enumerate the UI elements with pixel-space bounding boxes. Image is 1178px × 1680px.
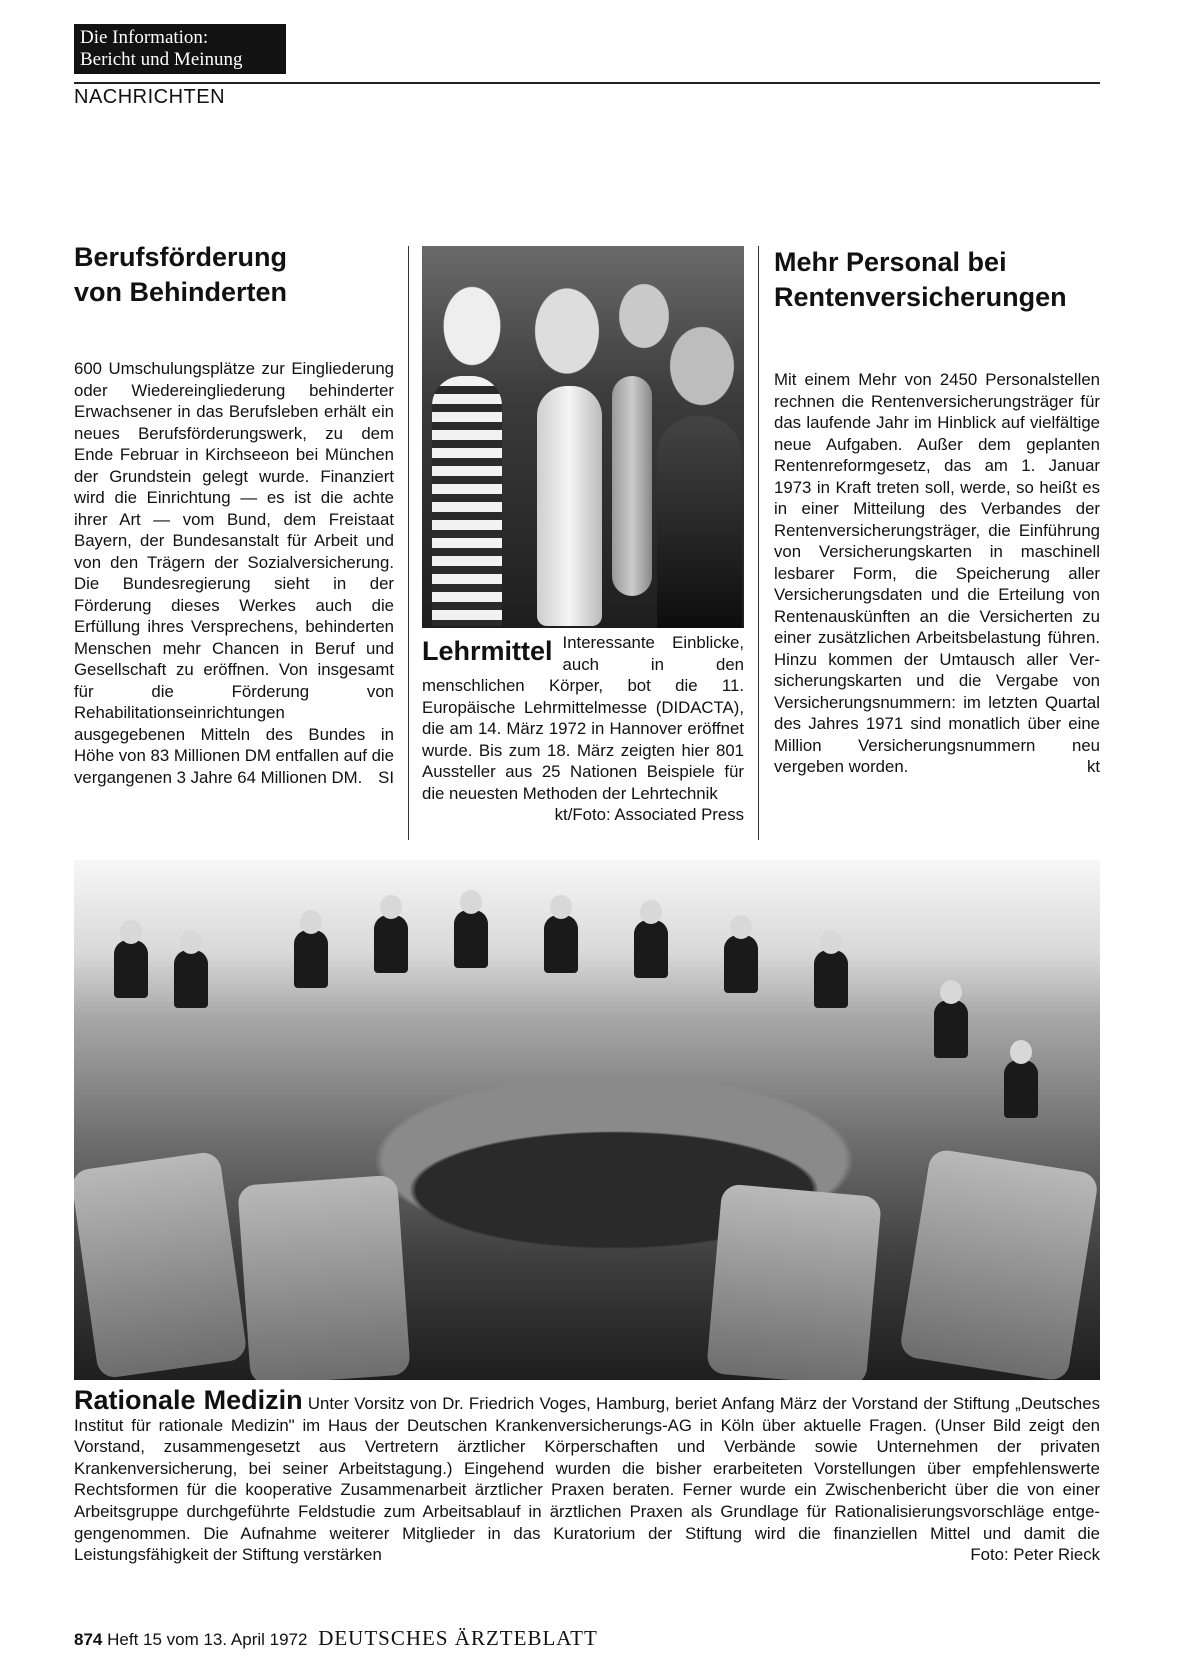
attendee-shape — [634, 920, 668, 978]
rubric-line-2: Bericht und Meinung — [80, 49, 243, 70]
skeleton-model-shape — [432, 376, 502, 626]
attendee-head-shape — [300, 910, 322, 934]
rubric-label — [74, 24, 286, 74]
armchair-shape — [237, 1175, 411, 1380]
attendee-shape — [114, 940, 148, 998]
armchair-shape — [74, 1151, 248, 1380]
article-title-line-1: Mehr Personal bei — [774, 247, 1007, 277]
armchair-shape — [899, 1148, 1100, 1380]
article-body — [74, 358, 394, 788]
attendee-head-shape — [820, 930, 842, 954]
masthead: DEUTSCHES ÄRZTEBLATT — [318, 1626, 598, 1650]
attendee-head-shape — [940, 980, 962, 1004]
photo-board-meeting — [74, 860, 1100, 1380]
column-divider — [758, 246, 759, 840]
article-title-line-2: von Behinderten — [74, 277, 288, 307]
issue-info: Heft 15 vom 13. April 1972 — [107, 1630, 308, 1649]
article-rentenversicherungen — [774, 245, 1100, 778]
article-lehrmittel — [422, 632, 744, 826]
article-title-line-1: Berufsförderung — [74, 242, 288, 272]
column-divider — [408, 246, 409, 840]
torso-model-shape — [537, 386, 602, 626]
article-body — [774, 369, 1100, 778]
page-number: 874 — [74, 1630, 103, 1649]
attendee-head-shape — [730, 915, 752, 939]
header-rule — [74, 82, 1100, 84]
section-title: NACHRICHTEN — [74, 86, 226, 108]
attendee-head-shape — [550, 895, 572, 919]
caption-text: Unter Vorsitz von Dr. Friedrich Voges, Hamburg, beriet Anfang März der Vorstand der Stiftung „Deutsches Institut für rationale Medizin" im Haus der Deutschen Krankenversicherungs-AG in Köln über aktuelle Fragen. (Unser Bild zeigt den Vorstand, zusammengesetzt aus Vertretern ärztlicher Körperschaften und Verbände sowie Unternehmen der privaten Krankenversicherung, bei seiner Arbeitstagung.) Eingehend wurden die bisher erarbeiteten Vorstellungen über empfehlenswerte Rechtsformen für die kooperative Zusammenarbeit ärztlicher Praxen beraten. Ferner wurde ein Zwischenbericht über die von einer Arbeitsgruppe durchgeführte Feldstudie zum Arbeitsablauf in ärztlichen Praxen als Grundlage für Rationalisierungsvorschläge entgegengenommen. Die Aufnahme weiterer Mitglieder in das Kuratorium der Stiftung wird die finanziellen Mittel und damit die Leistungsfähigkeit der Stiftung verstärken — [74, 1394, 1100, 1565]
attendee-head-shape — [180, 930, 202, 954]
attendee-head-shape — [120, 920, 142, 944]
photo-caption — [74, 1385, 1100, 1566]
author-signature: kt — [1086, 757, 1100, 776]
attendee-head-shape — [380, 895, 402, 919]
attendee-shape — [814, 950, 848, 1008]
attendee-head-shape — [1010, 1040, 1032, 1064]
attendee-shape — [294, 930, 328, 988]
attendee-shape — [174, 950, 208, 1008]
attendee-shape — [934, 1000, 968, 1058]
visitor-shape — [657, 416, 742, 628]
article-berufsfoerderung — [74, 240, 394, 788]
photo-credit: kt/Foto: Associated Press — [554, 805, 744, 824]
photo-credit: Foto: Peter Rieck — [970, 1545, 1100, 1565]
page-footer — [74, 1626, 598, 1651]
caption-text: Interessante Einblicke, auch in den menschlichen Körper, bot die 11. Europäische Lehrmittelmesse (DIDACTA), die am 14. März 1972 in Hannover eröffnet wurde. Bis zum 18. März zeigten hier 801 Aussteller aus 25 Nationen Beispiele für die neuesten Methoden der Lehrtechnik — [422, 633, 744, 803]
attendee-head-shape — [460, 890, 482, 914]
attendee-head-shape — [640, 900, 662, 924]
article-rationale-medizin — [74, 1385, 1100, 1566]
attendee-shape — [1004, 1060, 1038, 1118]
caption-kicker: Rationale Medizin — [74, 1385, 303, 1415]
armchair-shape — [706, 1183, 882, 1380]
author-signature: SI — [378, 767, 394, 787]
article-text: 600 Umschulungsplätze zur Eingliederung oder Wiedereingliederung behinderter Erwachsener in das Berufsleben erhält ein neues Berufsförderungswerk, zu dem Ende Februar in Kirchseeon bei München der Grundstein gelegt wurde. Finanziert wird die Einrichtung — es ist die achte ihrer Art — vom Bund, dem Freistaat Bayern, der Bundesanstalt für Arbeit und von den Trägern der Sozialversicherung. Die Bundesregierung sieht in der Förderung dieses Werkes auch die Erfüllung ihres Versprechens, behinderten Menschen mehr Chancen in Beruf und Gesellschaft zu eröffnen. Von insgesamt für die Förderung von Rehabilitationseinrichtungen ausgegebenen Mitteln des Bundes in Höhe von 83 Millionen DM entfallen auf die vergangenen 3 Jahre 64 Millionen DM. — [74, 359, 394, 787]
attendee-shape — [724, 935, 758, 993]
figure-model-shape — [612, 376, 652, 596]
caption-kicker: Lehrmittel — [422, 636, 553, 666]
attendee-shape — [544, 915, 578, 973]
article-text: Mit einem Mehr von 2450 Personalstellen rechnen die Rentenversicherungsträger für das laufende Jahr im Hinblick auf vielfältige neue Aufgaben. Außer dem geplanten Rentenreformgesetz, das am 1. Januar 1973 in Kraft treten soll, werde, so heißt es in einer Mitteilung des Verbandes der Rentenversicherungsträger, die Einführung von Versicherungskarten in maschinell lesbarer Form, die Speicherung aller Versicherungsdaten und die Erteilung von Rentenauskünften an die Versicherten zu einer zusätzlichen Arbeitsbelastung führen. Hinzu kommen der Umtausch aller Versicherungskarten und die Vergabe von Versicherungsnummern: im letzten Quartal des Jahres 1971 sind monatlich über eine Million Versicherungsnummern neu vergeben worden. — [774, 370, 1100, 776]
photo-anatomy-models — [422, 246, 744, 628]
attendee-shape — [374, 915, 408, 973]
rubric-line-1: Die Information: — [80, 27, 209, 48]
attendee-shape — [454, 910, 488, 968]
article-title-line-2: Rentenversicherungen — [774, 282, 1067, 312]
